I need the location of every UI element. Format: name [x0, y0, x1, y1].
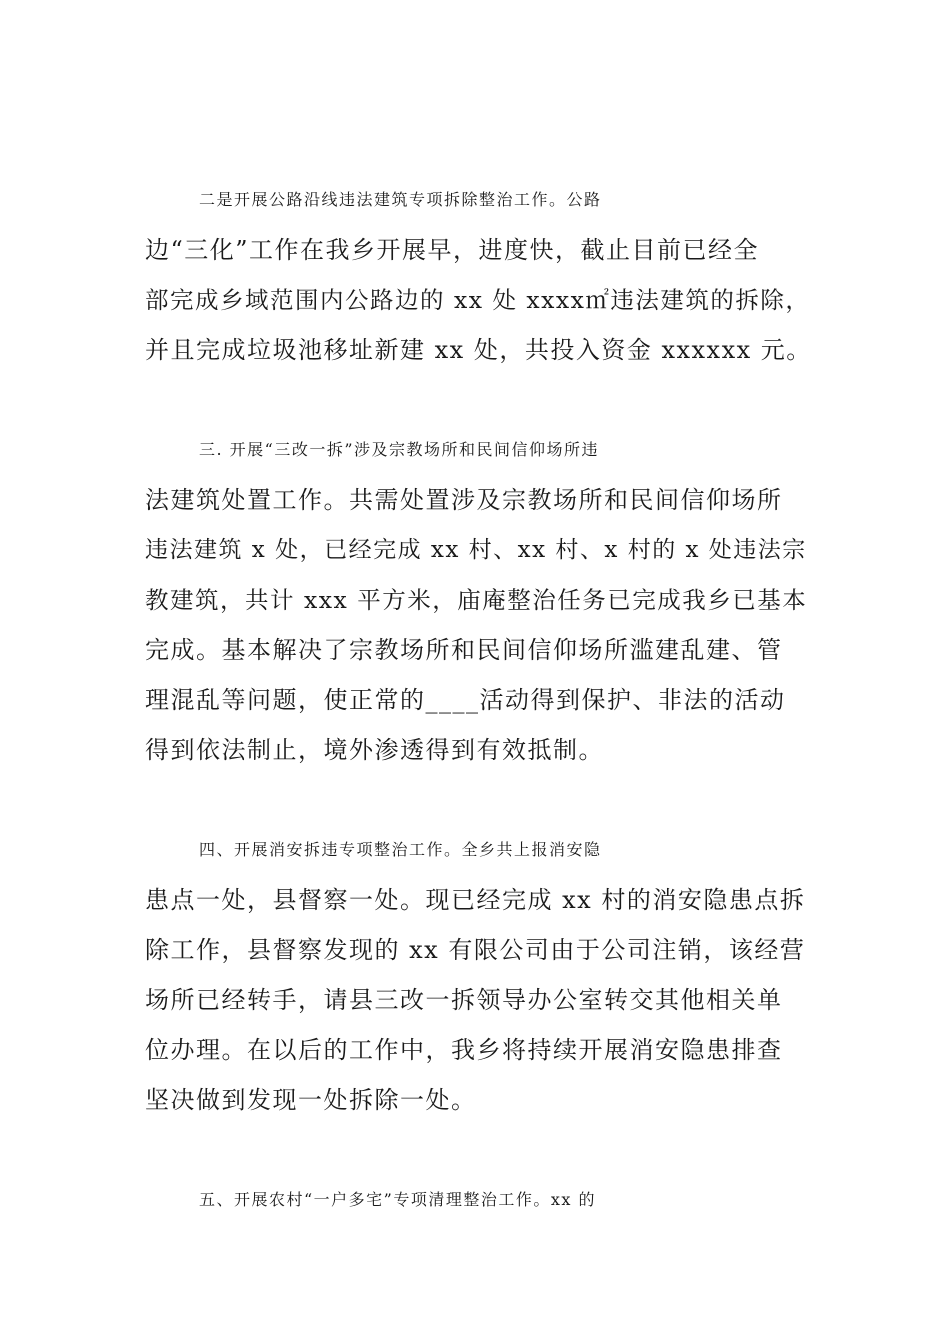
paragraph-line: 并且完成垃圾池移址新建 xx 处，共投入资金 xxxxxx 元。 — [145, 336, 812, 364]
paragraph-line: 三. 开展“三改一拆”涉及宗教场所和民间信仰场所违 — [199, 440, 600, 459]
paragraph-line: 除工作，县督察发现的 xx 有限公司由于公司注销，该经营 — [145, 936, 806, 964]
paragraph-line: 法建筑处置工作。共需处置涉及宗教场所和民间信仰场所 — [145, 486, 783, 514]
paragraph-line: 患点一处，县督察一处。现已经完成 xx 村的消安隐患点拆 — [145, 886, 806, 914]
paragraph-line: 完成。基本解决了宗教场所和民间信仰场所滥建乱建、管 — [145, 636, 783, 664]
paragraph-line: 得到依法制止，境外渗透得到有效抵制。 — [145, 736, 604, 764]
paragraph-line: 场所已经转手，请县三改一拆领导办公室转交其他相关单 — [145, 986, 783, 1014]
paragraph-line: 位办理。在以后的工作中，我乡将持续开展消安隐患排查 — [145, 1036, 783, 1064]
paragraph-line: 理混乱等问题，使正常的____活动得到保护、非法的活动 — [145, 686, 786, 714]
paragraph-line: 五、开展农村“一户多宅”专项清理整治工作。xx 的 — [199, 1190, 596, 1209]
paragraph-line: 违法建筑 x 处，已经完成 xx 村、xx 村、x 村的 x 处违法宗 — [145, 537, 807, 563]
paragraph-line: 二是开展公路沿线违法建筑专项拆除整治工作。公路 — [199, 190, 602, 209]
paragraph-line: 教建筑，共计 xxx 平方米，庙庵整治任务已完成我乡已基本 — [145, 586, 808, 614]
paragraph-line: 坚决做到发现一处拆除一处。 — [145, 1086, 477, 1114]
paragraph-line: 边“三化”工作在我乡开展早，进度快，截止目前已经全 — [145, 236, 760, 264]
paragraph-line: 部完成乡域范围内公路边的 xx 处 xxxx㎡违法建筑的拆除， — [145, 286, 811, 314]
paragraph-line: 四、开展消安拆违专项整治工作。全乡共上报消安隐 — [199, 840, 602, 859]
